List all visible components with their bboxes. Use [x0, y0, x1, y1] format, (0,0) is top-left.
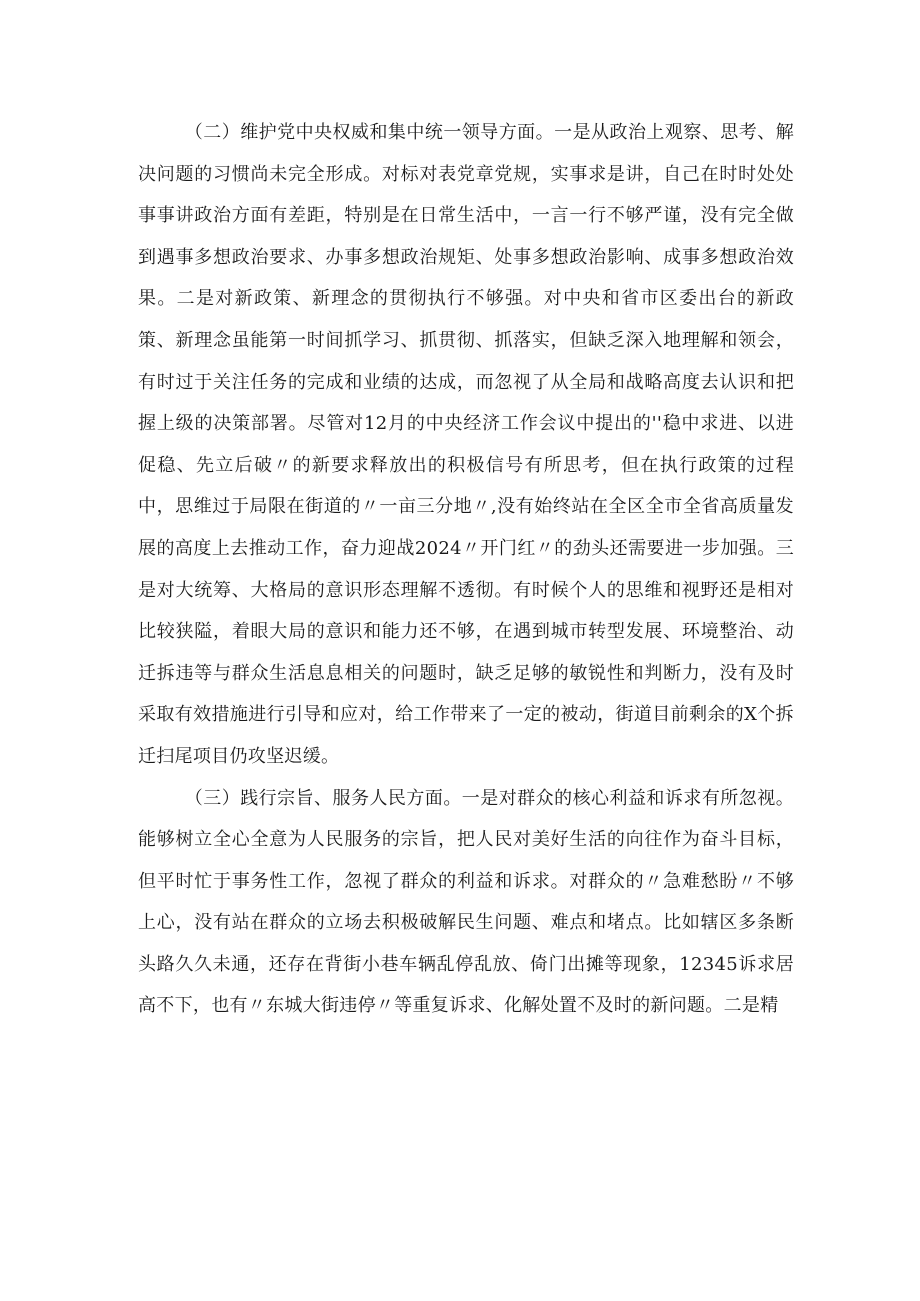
paragraph-section-three: （三）践行宗旨、服务人民方面。一是对群众的核心利益和诉求有所忽视。能够树立全心全意为人民服务的宗旨，把人民对美好生活的向往作为奋斗目标，但平时忙于事务性工作，忽视了群众的利益和诉求。对群众的〃急难愁盼〃不够上心，没有站在群众的立场去积极破解民生问题、难点和堵点。比如辖区多条断头路久久未通，还存在背街小巷车辆乱停乱放、倚门出摊等现象，12345诉求居高不下，也有〃东城大街违停〃等重复诉求、化解处置不及时的新问题。二是精: [138, 787, 794, 1017]
document-body: [138, 112, 794, 1027]
paragraph-section-two: （二）维护党中央权威和集中统一领导方面。一是从政治上观察、思考、解决问题的习惯尚未完全形成。对标对表党章党规，实事求是讲，自己在时时处处事事讲政治方面有差距，特别是在日常生活中，一言一行不够严谨，没有完全做到遇事多想政治要求、办事多想政治规矩、处事多想政治影响、成事多想政治效果。二是对新政策、新理念的贯彻执行不够强。对中央和省市区委出台的新政策、新理念虽能第一时间抓学习、抓贯彻、抓落实，但缺乏深入地理解和领会，有时过于关注任务的完成和业绩的达成，而忽视了从全局和战略高度去认识和把握上级的决策部署。尽管对12月的中央经济工作会议中提出的''稳中求进、以进促稳、先立后破〃的新要求释放出的积极信号有所思考，但在执行政策的过程中，思维过于局限在街道的〃一亩三分地〃,没有始终站在全区全市全省高质量发展的高度上去推动工作，奋力迎战2024〃开门红〃的劲头还需要进一步加强。三是对大统筹、大格局的意识形态理解不透彻。有时候个人的思维和视野还是相对比较狭隘，着眼大局的意识和能力还不够，在遇到城市转型发展、环境整治、动迁拆违等与群众生活息息相关的问题时，缺乏足够的敏锐性和判断力，没有及时采取有效措施进行引导和应对，给工作带来了一定的被动，街道目前剩余的X个拆迁扫尾项目仍攻坚迟缓。: [138, 122, 794, 767]
